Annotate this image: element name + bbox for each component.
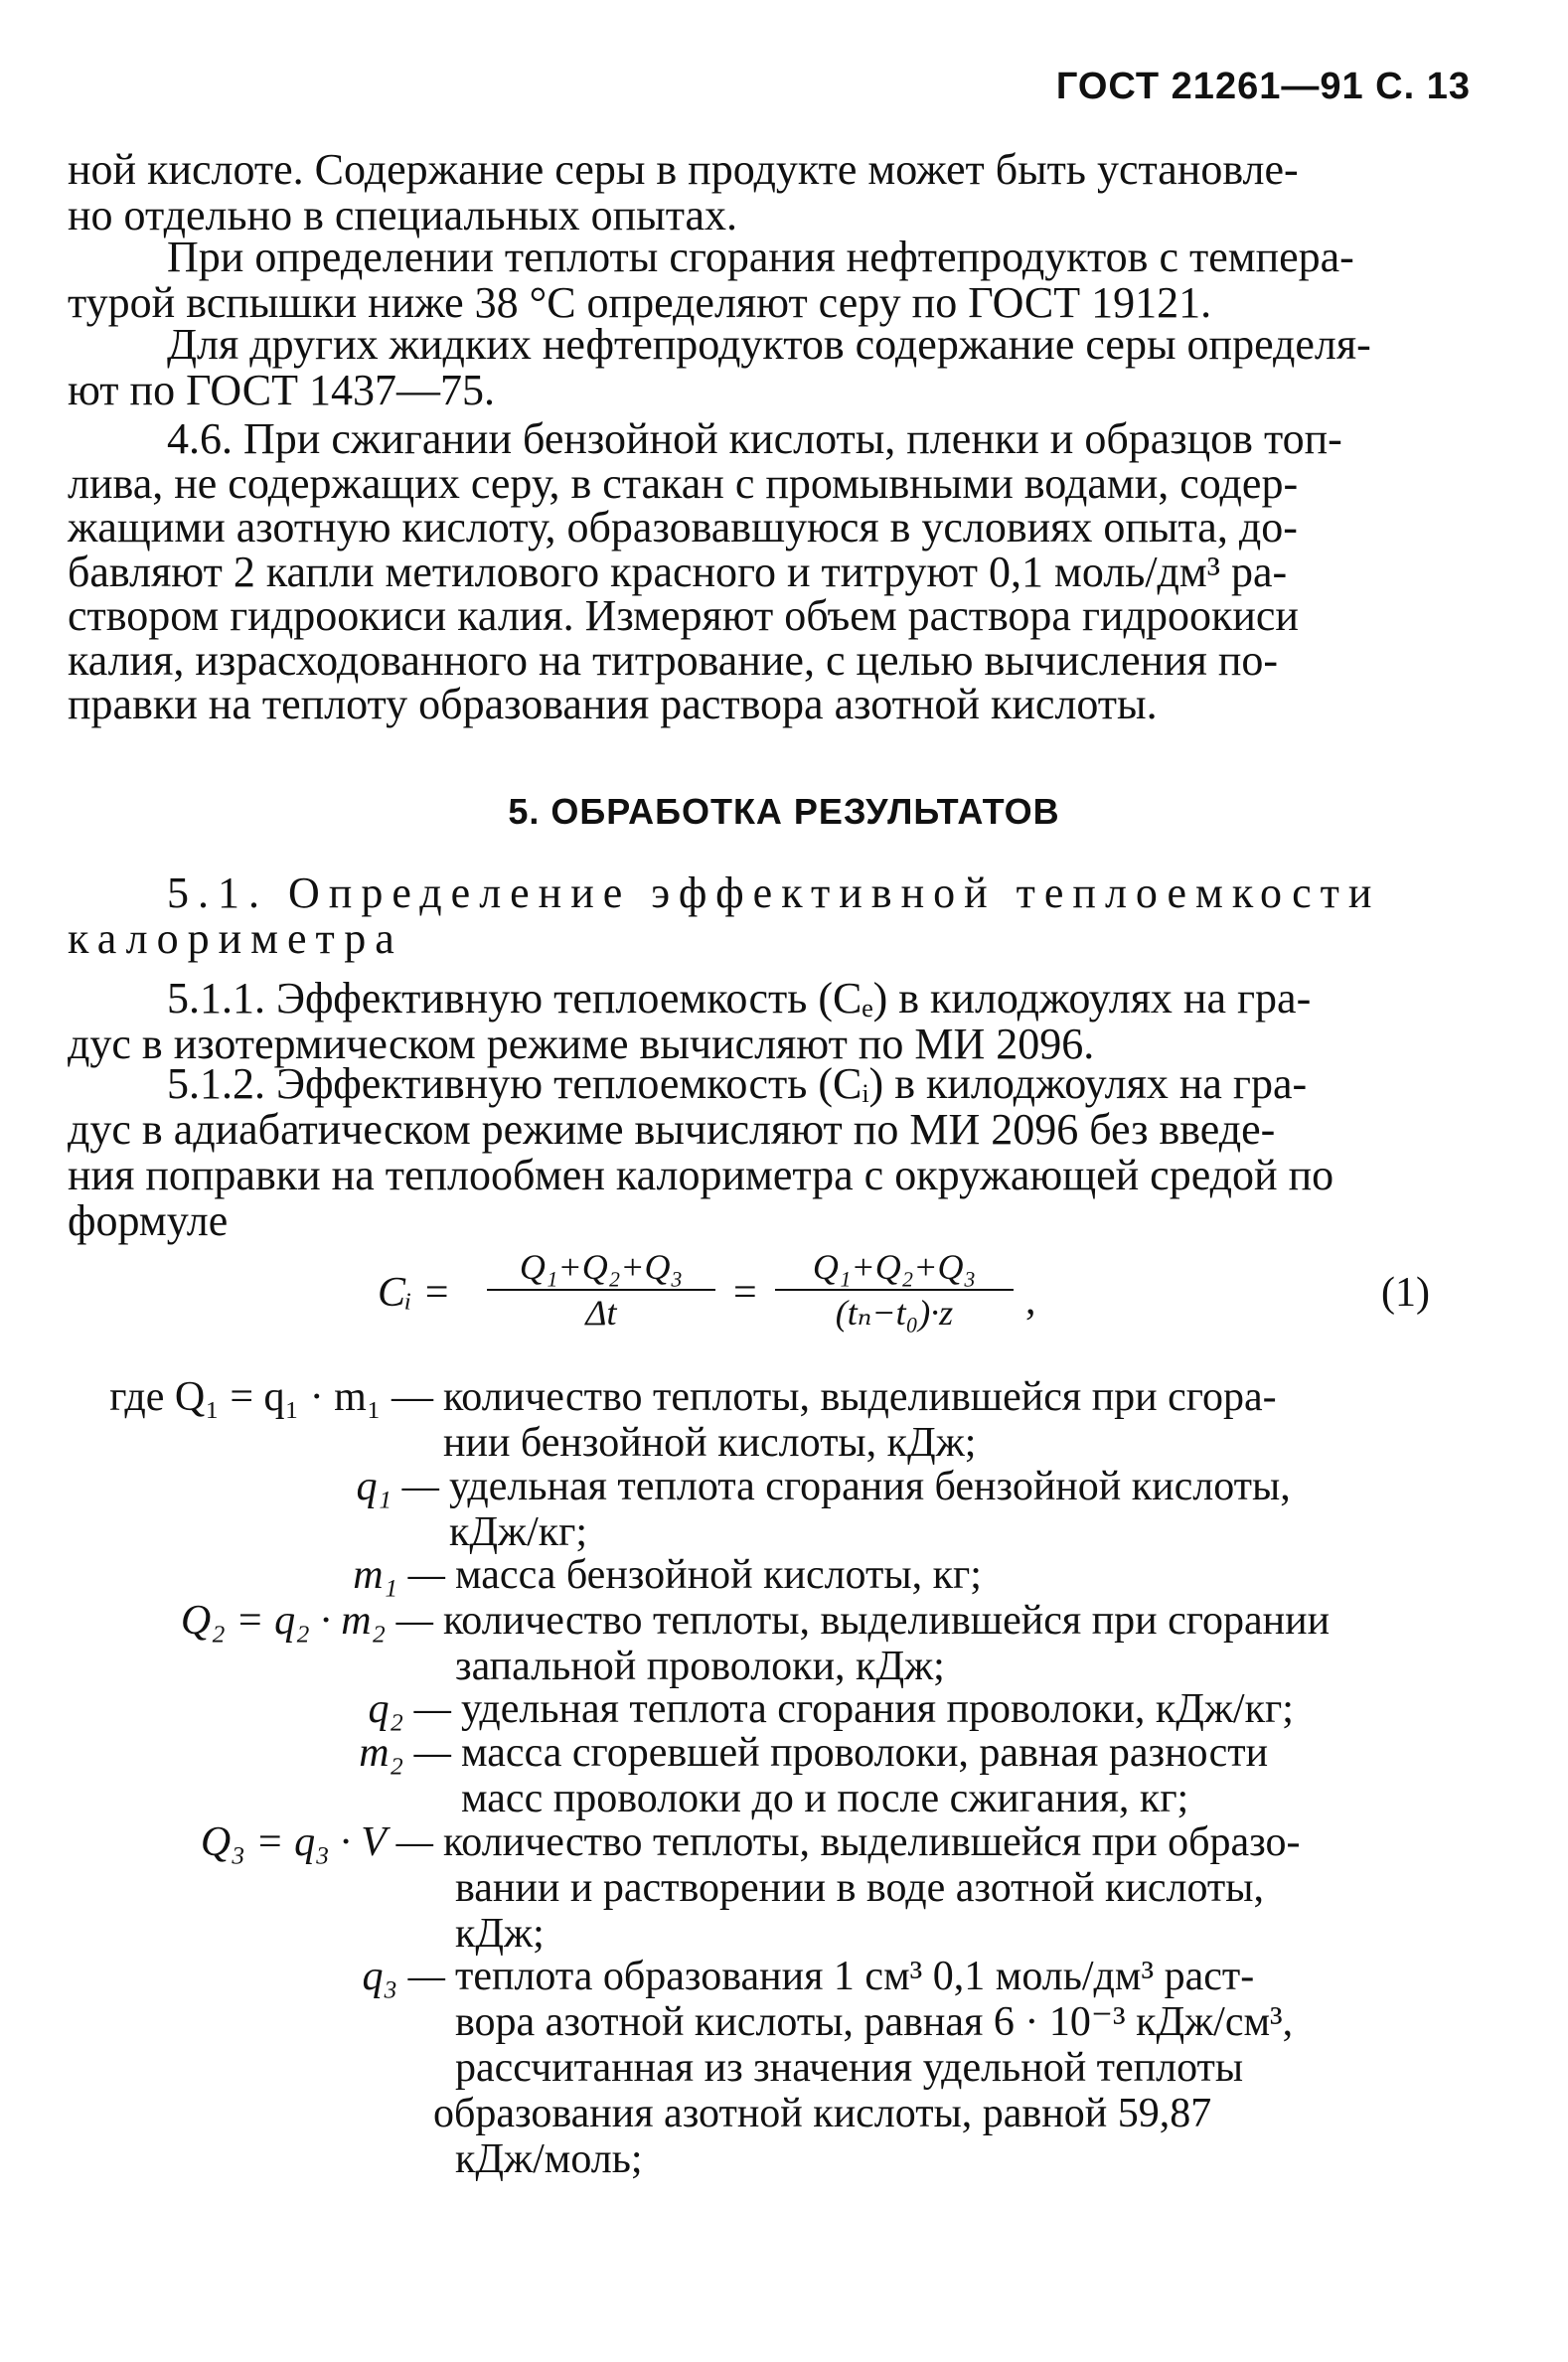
definition-line: удельная теплота сгорания бензойной кислоты, xyxy=(449,1464,1291,1509)
definition-line: рассчитанная из значения удельной теплоты xyxy=(455,2045,1244,2091)
text-line: ют по ГОСТ 1437—75. xyxy=(68,366,495,414)
definition-line: количество теплоты, выделившейся при сгорании xyxy=(443,1598,1331,1644)
definition-m1 xyxy=(0,1552,1568,1598)
definition-text xyxy=(455,1552,982,1598)
text-line: 5.1.2. Эффективную теплоемкость (Cᵢ) в килоджоулях на гра- xyxy=(167,1059,1308,1108)
text-line: калия, израсходованного на титрование, с целью вычисления по- xyxy=(68,635,1279,685)
definition-line: вании и растворении в воде азотной кислоты, xyxy=(455,1865,1264,1911)
definition-text xyxy=(433,1954,1294,2182)
text-line: но отдельно в специальных опытах. xyxy=(68,191,738,239)
text-line: жащими азотную кислоту, образовавшуюся в условиях опыта, до- xyxy=(68,503,1298,551)
text-line: дус в изотермическом режиме вычисляют по МИ 2096. xyxy=(68,1020,1095,1068)
definition-line: кДж/моль; xyxy=(455,2136,643,2182)
paragraph-4-6 xyxy=(68,414,1459,728)
definition-symbol: q₃ — xyxy=(362,1954,445,1999)
paragraph-2 xyxy=(68,235,1459,326)
definition-text xyxy=(449,1464,1291,1555)
definition-symbol: m₂ — xyxy=(359,1730,451,1776)
definition-symbol: где Q₁ = q₁ · m₁ — xyxy=(109,1374,433,1420)
formula-fraction-2 xyxy=(775,1247,1014,1333)
definition-q3-small xyxy=(0,1954,1568,2182)
text-line: створом гидроокиси калия. Измеряют объем раствора гидроокиси xyxy=(68,591,1299,640)
fraction-numerator: Q₁+Q₂+Q₃ xyxy=(812,1247,977,1287)
definition-m2 xyxy=(0,1730,1568,1819)
paragraph-3 xyxy=(68,322,1459,413)
definition-text xyxy=(443,1819,1301,1957)
definition-q3 xyxy=(0,1819,1568,1955)
definition-line: вора азотной кислоты, равная 6 · 10⁻³ кДж/см³, xyxy=(455,1999,1294,2045)
definition-line: теплота образования 1 см³ 0,1 моль/дм³ раст- xyxy=(455,1954,1255,1999)
definition-line: количество теплоты, выделившейся при образо- xyxy=(443,1819,1301,1865)
definition-symbol: Q₂ = q₂ · m₂ — xyxy=(180,1598,433,1644)
formula-equals: = xyxy=(733,1270,757,1316)
definition-symbol: q₁ — xyxy=(356,1464,439,1509)
text-line: дус в адиабатическом режиме вычисляют по МИ 2096 без введе- xyxy=(68,1105,1276,1154)
definition-line: кДж/кг; xyxy=(449,1509,588,1555)
definition-line: нии бензойной кислоты, кДж; xyxy=(443,1420,977,1466)
definition-q1-small xyxy=(0,1464,1568,1553)
definition-q1 xyxy=(0,1374,1568,1464)
fraction-bar xyxy=(775,1289,1014,1291)
definition-q2 xyxy=(0,1598,1568,1687)
formula-comma: , xyxy=(1025,1278,1036,1324)
definition-symbol: Q₃ = q₃ · V — xyxy=(200,1819,433,1865)
text-line: При определении теплоты сгорания нефтепродуктов с темпера- xyxy=(167,233,1354,281)
text-line: турой вспышки ниже 38 °С определяют серу по ГОСТ 19121. xyxy=(68,278,1212,327)
page-header: ГОСТ 21261—91 С. 13 xyxy=(1055,66,1471,107)
text-line: лива, не содержащих серу, в стакан с промывными водами, содер- xyxy=(68,458,1299,508)
text-line: Для других жидких нефтепродуктов содержание серы определя- xyxy=(167,320,1371,369)
definition-text xyxy=(461,1730,1268,1821)
definition-line: запальной проволоки, кДж; xyxy=(455,1644,945,1689)
subsection-heading-cont: калориметра xyxy=(68,914,403,963)
formula-1 xyxy=(378,1247,1471,1337)
paragraph-1 xyxy=(68,147,1459,238)
clause-5-1-1 xyxy=(68,976,1459,1067)
definition-text xyxy=(461,1686,1294,1732)
text-line: ния поправки на теплообмен калориметра с окружающей средой по xyxy=(68,1151,1334,1199)
text-line: 5.1.1. Эффективную теплоемкость (Cₑ) в килоджоулях на гра- xyxy=(167,974,1312,1023)
fraction-denominator: (tₙ−t₀)·z xyxy=(835,1293,954,1333)
definition-symbol: q₂ — xyxy=(368,1686,451,1732)
definition-text xyxy=(443,1598,1330,1689)
definition-line: масса бензойной кислоты, кг; xyxy=(455,1552,982,1598)
definition-line: кДж; xyxy=(455,1911,545,1957)
definition-line: количество теплоты, выделившейся при сгора- xyxy=(443,1374,1277,1420)
formula-fraction-1 xyxy=(487,1247,715,1333)
clause-5-1-2 xyxy=(68,1061,1459,1244)
definition-text xyxy=(443,1374,1277,1466)
fraction-bar xyxy=(487,1289,715,1291)
definition-symbol: m₁ — xyxy=(353,1552,445,1598)
definition-line: масса сгоревшей проволоки, равная разности xyxy=(461,1730,1269,1776)
text-line: правки на теплоту образования раствора азотной кислоты. xyxy=(68,680,1158,728)
subsection-5-1 xyxy=(68,870,1459,962)
text-line: ной кислоте. Содержание серы в продукте может быть установле- xyxy=(68,145,1299,194)
definition-q2-small xyxy=(0,1686,1568,1732)
definition-line: масс проволоки до и после сжигания, кг; xyxy=(461,1776,1189,1821)
subsection-heading: 5.1. Определение эффективной теплоемкости xyxy=(167,868,1381,917)
definition-line: образования азотной кислоты, равной 59,87 xyxy=(433,2091,1212,2136)
formula-number: (1) xyxy=(1381,1270,1430,1316)
formula-lhs: Cᵢ = xyxy=(378,1270,451,1316)
fraction-numerator: Q₁+Q₂+Q₃ xyxy=(519,1247,684,1287)
definition-line: удельная теплота сгорания проволоки, кДж/кг; xyxy=(461,1686,1294,1732)
fraction-denominator: Δt xyxy=(585,1293,617,1333)
section-title: 5. ОБРАБОТКА РЕЗУЛЬТАТОВ xyxy=(508,791,1060,832)
text-line: бавляют 2 капли метилового красного и титруют 0,1 моль/дм³ ра- xyxy=(68,547,1288,596)
text-line: 4.6. При сжигании бензойной кислоты, пленки и образцов топ- xyxy=(167,414,1342,463)
text-line: формуле xyxy=(68,1196,229,1245)
